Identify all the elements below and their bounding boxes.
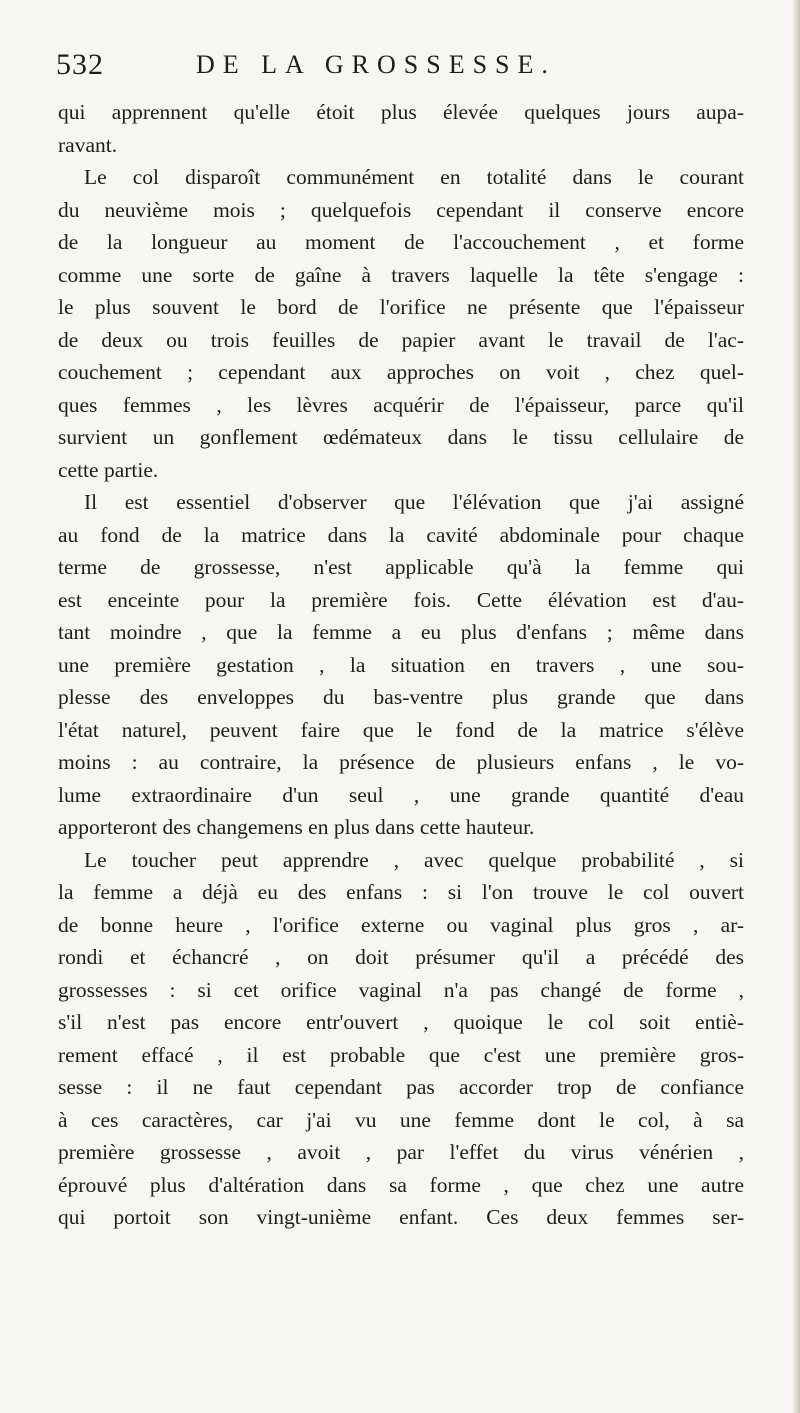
text-line: survient un gonflement œdémateux dans le tissu cellulaire de	[58, 425, 744, 449]
text-line: première grossesse , avoit , par l'effet du virus vénérien ,	[58, 1140, 744, 1164]
text-line: qui portoit son vingt-unième enfant. Ces deux femmes ser-	[58, 1205, 744, 1229]
text-line: terme de grossesse, n'est applicable qu'à la femme qui	[58, 555, 744, 579]
page-number: 532	[56, 48, 104, 81]
text-line: Le col disparoît communément en totalité dans le courant	[84, 165, 744, 189]
text-line: cette partie.	[58, 457, 159, 482]
text-line: rement effacé , il est probable que c'est une première gros-	[58, 1042, 744, 1067]
text-line: lume extraordinaire d'un seul , une grande quantité d'eau	[58, 782, 744, 807]
text-line: de bonne heure , l'orifice externe ou vaginal plus gros , ar-	[58, 912, 744, 937]
text-line: ques femmes , les lèvres acquérir de l'épaisseur, parce qu'il	[58, 392, 744, 417]
text-line: sesse : il ne faut cependant pas accorder trop de confiance	[58, 1075, 744, 1099]
text-line: ravant.	[58, 132, 118, 157]
text-line: du neuvième mois ; quelquefois cependant il conserve encore	[58, 197, 744, 222]
text-line: plesse des enveloppes du bas-ventre plus grande que dans	[58, 685, 744, 709]
text-line: une première gestation , la situation en travers , une sou-	[58, 652, 744, 677]
page-header	[56, 48, 746, 88]
text-line: au fond de la matrice dans la cavité abdominale pour chaque	[58, 522, 744, 547]
text-line: de la longueur au moment de l'accouchement , et forme	[58, 230, 744, 254]
text-line: rondi et échancré , on doit présumer qu'il a précédé des	[58, 945, 744, 969]
text-line: apporteront des changemens en plus dans cette hauteur.	[58, 815, 535, 839]
text-line: l'état naturel, peuvent faire que le fond de la matrice s'élève	[58, 717, 744, 742]
text-line: de deux ou trois feuilles de papier avant le travail de l'ac-	[58, 327, 744, 352]
text-line: le plus souvent le bord de l'orifice ne présente que l'épaisseur	[58, 295, 744, 319]
text-line: qui apprennent qu'elle étoit plus élevée quelques jours aupa-	[58, 100, 744, 124]
text-line: s'il n'est pas encore entr'ouvert , quoique le col soit entiè-	[58, 1010, 744, 1034]
text-line: moins : au contraire, la présence de plusieurs enfans , le vo-	[58, 750, 744, 774]
running-head: DE LA GROSSESSE.	[196, 50, 556, 79]
text-line: Le toucher peut apprendre , avec quelque probabilité , si	[84, 847, 744, 872]
text-line: est enceinte pour la première fois. Cette élévation est d'au-	[58, 587, 744, 612]
body-text	[58, 96, 744, 1234]
text-line: Il est essentiel d'observer que l'élévation que j'ai assigné	[84, 490, 744, 514]
text-line: tant moindre , que la femme a eu plus d'enfans ; même dans	[58, 620, 744, 644]
text-line: comme une sorte de gaîne à travers laquelle la tête s'engage :	[58, 262, 744, 287]
text-line: grossesses : si cet orifice vaginal n'a pas changé de forme ,	[58, 977, 744, 1002]
text-line: éprouvé plus d'altération dans sa forme , que chez une autre	[58, 1172, 744, 1197]
page-edge-shadow	[792, 0, 800, 1413]
text-line: la femme a déjà eu des enfans : si l'on trouve le col ouvert	[58, 880, 744, 904]
text-line: à ces caractères, car j'ai vu une femme dont le col, à sa	[58, 1107, 744, 1132]
text-line: couchement ; cependant aux approches on voit , chez quel-	[58, 360, 744, 384]
